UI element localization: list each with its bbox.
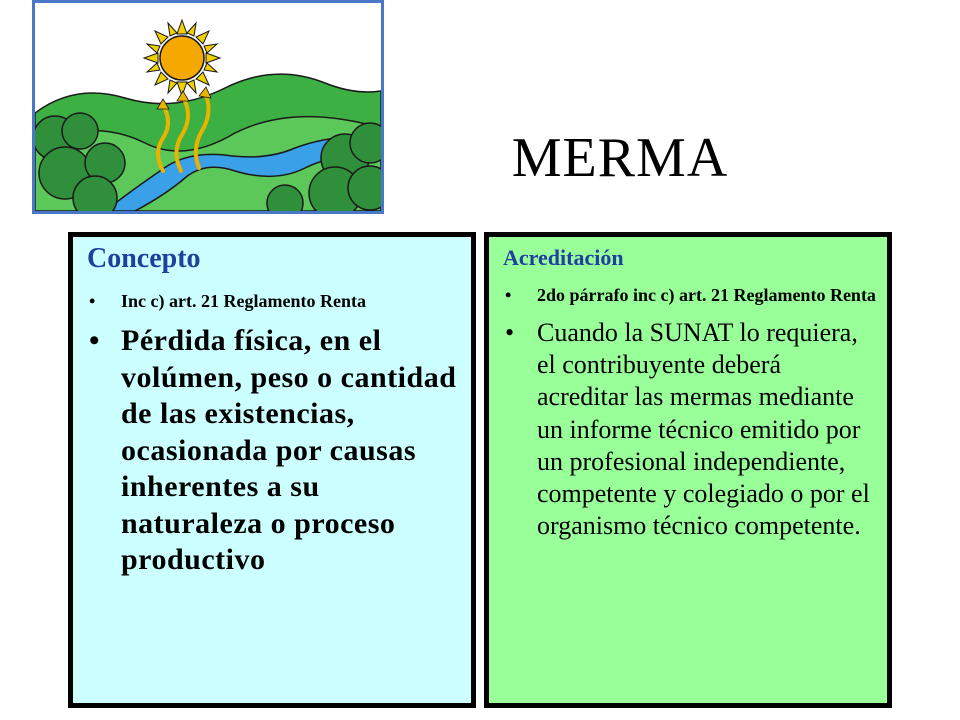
bullet-icon: • (89, 324, 101, 357)
sun-evaporating-river-icon (32, 0, 384, 214)
acreditacion-panel (484, 232, 892, 708)
bullet-icon: • (89, 291, 96, 311)
list-item (503, 283, 877, 307)
concepto-bullet-list (87, 289, 461, 579)
slide-title: MERMA (511, 126, 729, 189)
bullet-icon: • (505, 285, 512, 305)
sun-icon (144, 20, 220, 96)
list-item (87, 323, 461, 579)
acreditacion-heading: Acreditación (503, 245, 624, 270)
list-item (87, 289, 461, 313)
concepto-reference-text: Inc c) art. 21 Reglamento Renta (121, 291, 366, 311)
bullet-icon: • (505, 318, 515, 347)
acreditacion-reference-text: 2do párrafo inc c) art. 21 Reglamento Renta (537, 285, 876, 305)
concepto-panel (68, 232, 476, 708)
acreditacion-description-text: Cuando la SUNAT lo requiera, el contribuyente deberá acreditar las mermas mediante un informe técnico emitido por un profesional independiente, competente y colegiado o por el organismo técnico competente. (537, 318, 870, 541)
concepto-definition-text: Pérdida física, en el volúmen, peso o cantidad de las existencias, ocasionada por causas inherentes a su naturaleza o proceso productivo (121, 324, 457, 576)
list-item (503, 317, 877, 542)
concepto-heading: Concepto (87, 243, 201, 274)
acreditacion-bullet-list (503, 283, 877, 542)
